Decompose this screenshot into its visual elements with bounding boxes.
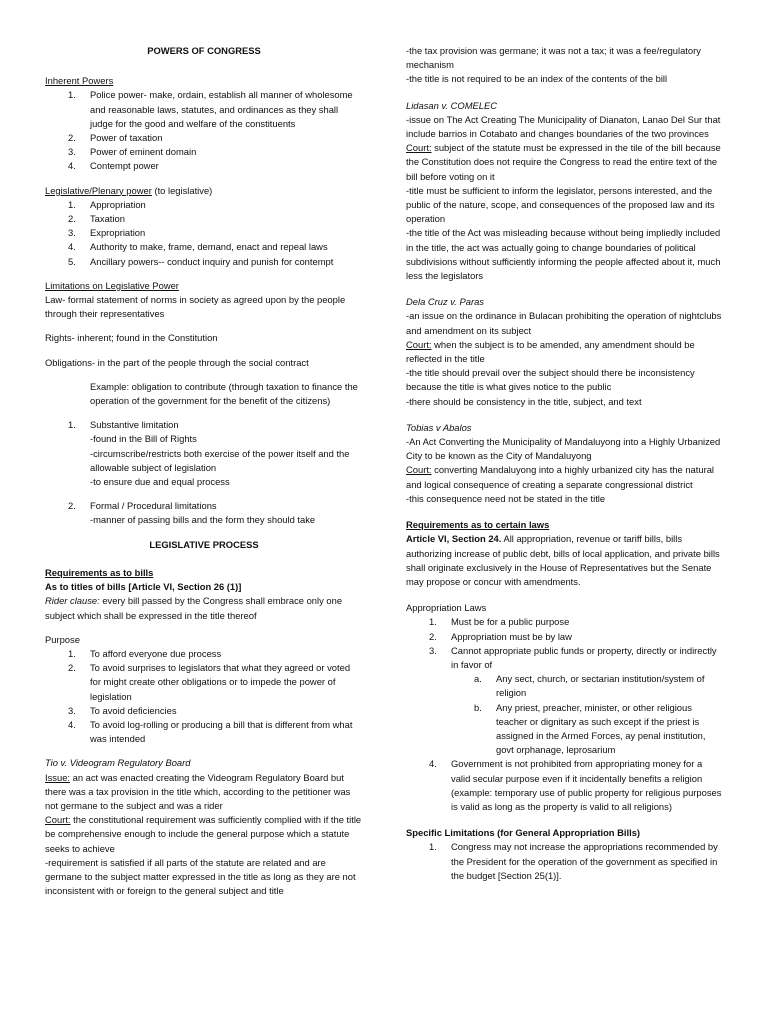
appropriation-laws-heading: Appropriation Laws [406, 602, 487, 614]
list-item: 4. Contempt power [68, 160, 159, 172]
appropriation-sublist [406, 672, 724, 757]
case-title-lidasan: Lidasan v. COMELEC [406, 99, 498, 111]
tio-continued-2: -the title is not required to be an index of the contents of the bill [406, 73, 668, 85]
tobias-line-1: -this consequence need not be stated in the title [406, 492, 606, 504]
dela-cruz-line-1: -the title should prevail over the subject should there be inconsistency because the title is what gives notice to the public [406, 367, 695, 393]
inherent-powers-heading: Inherent Powers [45, 75, 114, 87]
list-item: 2. Appropriation must be by law [429, 630, 572, 642]
list-item: 3. Cannot appropriate public funds or property, directly or indirectly in favor of a. Any sect, church, or sectarian institution/system of religion b. Any priest, preacher, minister, or other religious teacher or dignitary as such except if the priest is assigned in the Armed Forces, ay penal institution, govt orphanage, leprosarium [406, 644, 724, 758]
limitations-list [45, 418, 363, 527]
right-column [406, 44, 724, 883]
specific-limitations-heading: Specific Limitations (for General Appropriation Bills) [406, 827, 641, 839]
lidasan-line-2: -the title of the Act was misleading because without being impliedly included in the title, the act was actually going to change boundaries of political subdivisions without sufficiently informing the people affected about it, much less the legislators [406, 227, 721, 282]
requirements-laws-heading: Requirements as to certain laws [406, 519, 550, 531]
tio-continued-1: -the tax provision was germane; it was not a tax; it was a fee/regulatory mechanism [406, 45, 701, 71]
list-item: a. Any sect, church, or sectarian institution/system of religion [474, 673, 705, 699]
legislative-process-title: LEGISLATIVE PROCESS [149, 538, 259, 550]
tobias-court: Court: converting Mandaluyong into a highly urbanized city has the natural and logical consequence of creating a separate congressional district [406, 464, 714, 490]
list-item: 3. Expropriation [68, 227, 146, 239]
list-item: 1. Appropriation [68, 198, 146, 210]
lidasan-line-1: -title must be sufficient to inform the legislator, persons interested, and the public of the nature, scope, and consequences of the proposed law and its operation [406, 184, 715, 225]
left-column [45, 44, 363, 898]
list-item: 1. To afford everyone due process [68, 647, 222, 659]
list-item: 5. Ancillary powers-- conduct inquiry and punish for contempt [68, 255, 334, 267]
list-item: b. Any priest, preacher, minister, or other religious teacher or dignitary as such except if the priest is assigned in the Armed Forces, ay penal institution, govt orphanage, leprosarium [474, 701, 706, 756]
case-title-dela-cruz: Dela Cruz v. Paras [406, 296, 484, 308]
lidasan-issue: -issue on The Act Creating The Municipality of Dianaton, Lanao Del Sur that include barrios in Cotabato and changes boundaries of the two provinces [406, 113, 721, 140]
obligations-definition: Obligations- in the part of the people through the social contract [45, 356, 309, 368]
list-item: 4. Authority to make, frame, demand, enact and repeal laws [68, 241, 328, 253]
purpose-heading: Purpose [45, 633, 80, 645]
legislative-power-list [45, 198, 363, 269]
list-item: 2. Formal / Procedural limitations -manner of passing bills and the form they should take [68, 500, 316, 526]
list-item: 2. Power of taxation [68, 132, 163, 144]
list-item: 1. Congress may not increase the appropriations recommended by the President for the operation of the government as specified in the budget [Section 25(1)]. [429, 841, 718, 881]
appropriation-list [406, 615, 724, 814]
case-title-tobias: Tobias v Abalos [406, 421, 472, 433]
dela-cruz-issue: -an issue on the ordinance in Bulacan prohibiting the operation of nightclubs and amendment on its subject [406, 310, 722, 336]
tio-issue: Issue: an act was enacted creating the Videogram Regulatory Board but there was a tax provision in the title which, according to the petitioner was not germane to the subject and was a rider [45, 771, 351, 811]
list-item: 3. Power of eminent domain [68, 146, 197, 158]
dela-cruz-court: Court: when the subject is to be amended, any amendment should be reflected in the title [406, 338, 695, 365]
lidasan-court: Court: subject of the statute must be expressed in the tile of the bill because the Constitution does not require the Congress to read the entire text of the bill before voting on it [406, 142, 721, 182]
rights-definition: Rights- inherent; found in the Constitution [45, 332, 218, 344]
case-title-tio: Tio v. Videogram Regulatory Board [45, 757, 191, 769]
rider-clause: Rider clause: every bill passed by the Congress shall embrace only one subject which shall be expressed in the title thereof [45, 595, 343, 621]
example-text: Example: obligation to contribute (through taxation to finance the operation of the government for the benefit of the citizens) [90, 380, 358, 407]
list-item: 1. Must be for a public purpose [429, 616, 570, 628]
tio-court: Court: the constitutional requirement was sufficiently complied with if the title be comprehensive enough to include the general purpose which a statute seeks to achieve [45, 814, 362, 854]
list-item: 1. Police power- make, ordain, establish all manner of wholesome and reasonable laws, statutes, and ordinances as they shall judge for the good and welfare of the constituents [68, 89, 353, 129]
tobias-issue: -An Act Converting the Municipality of Mandaluyong into a Highly Urbanized City to be known as the City of Mandaluyong [406, 436, 721, 462]
list-item: 4. To avoid log-rolling or producing a bill that is different from what was intended [68, 718, 353, 745]
list-item: 2. Taxation [68, 213, 125, 225]
requirements-bills-heading: Requirements as to bills [45, 566, 154, 578]
legislative-power-heading: Legislative/Plenary power (to legislative) [45, 184, 213, 196]
specific-limitations-list [406, 840, 724, 883]
tio-requirement: -requirement is satisfied if all parts of the statute are related and are germane to the subject matter expressed in the title as long as they are not inconsistent with or foreign to the general subject and title [45, 856, 356, 897]
list-item: 3. To avoid deficiencies [68, 704, 177, 716]
dela-cruz-line-2: -there should be consistency in the title, subject, and text [406, 395, 642, 407]
purpose-list [45, 647, 363, 746]
article-vi-section-24: Article VI, Section 24. All appropriation, revenue or tariff bills, bills authorizing increase of public debt, bills of local application, and private bills shall originate exclusively in the House of Representatives but the Senate may propose or concur with amendments. [406, 533, 720, 587]
limitations-heading: Limitations on Legislative Power [45, 279, 179, 291]
document-title: POWERS OF CONGRESS [147, 45, 261, 56]
law-definition: Law- formal statement of norms in society as agreed upon by the people through their representatives [45, 294, 346, 320]
titles-of-bills-heading: As to titles of bills [Article VI, Section 26 (1)] [45, 581, 242, 593]
list-item: 2. To avoid surprises to legislators that what they agreed or voted for might create other obligations or to impede the power of legislation [68, 662, 351, 702]
list-item: 4. Government is not prohibited from appropriating money for a valid secular purpose even if it incidentally benefits a religion (example: temporary use of public property for religious purposes is valid as long as the property is valid to all religions) [429, 758, 722, 812]
spacer [45, 489, 363, 499]
inherent-powers-list [45, 88, 363, 173]
list-item: 1. Substantive limitation -found in the Bill of Rights -circumscribe/restricts both exercise of the power itself and the allowable subject of legislation -to ensure due and equal process [68, 419, 350, 488]
